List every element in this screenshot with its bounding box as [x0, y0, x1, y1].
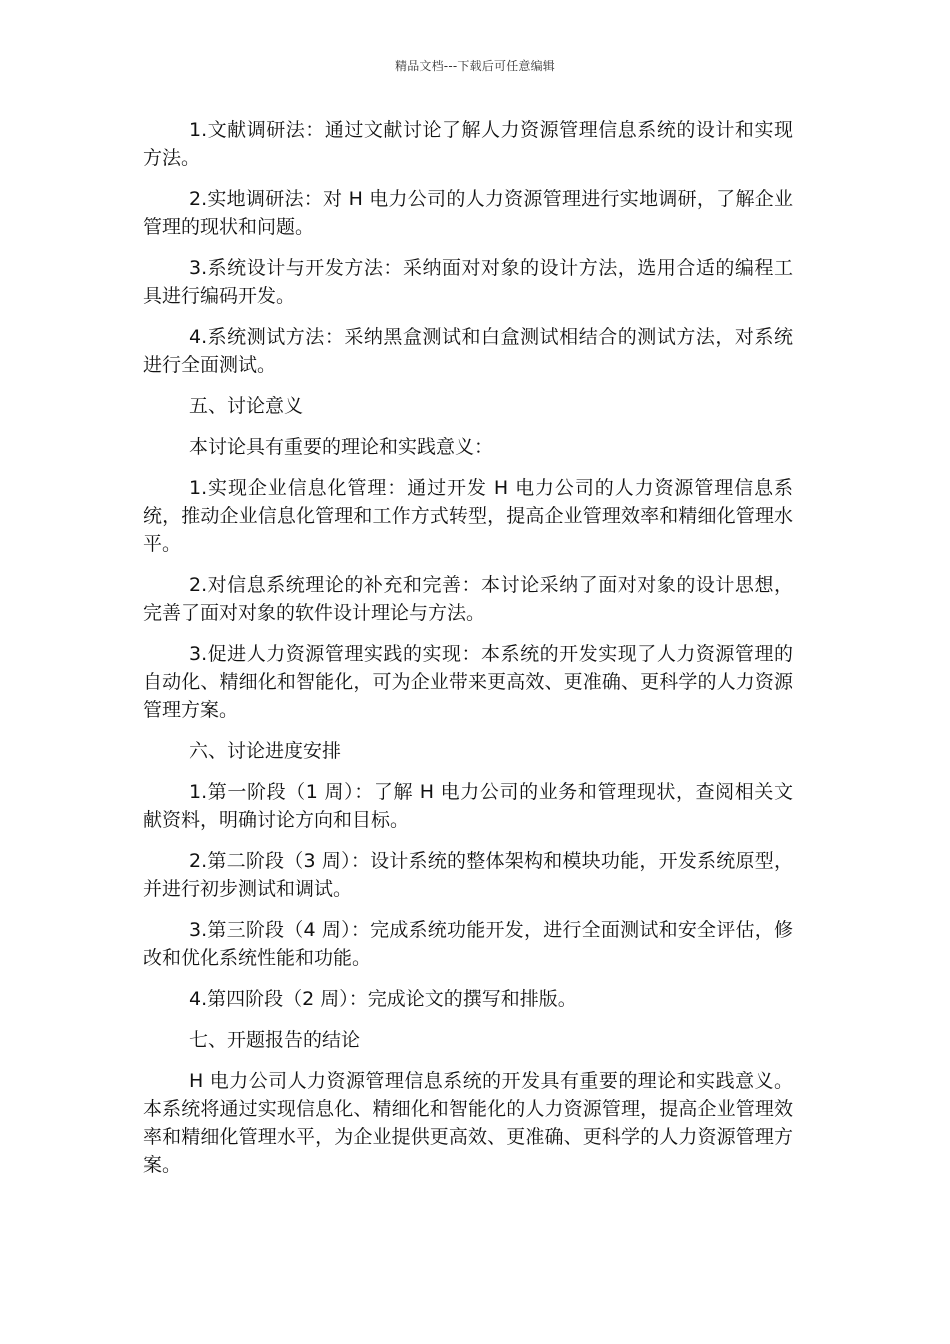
- significance-item-1: 1.实现企业信息化管理：通过开发 H 电力公司的人力资源管理信息系统，推动企业信息化管理和工作方式转型，提高企业管理效率和精细化管理水平。: [143, 477, 793, 555]
- schedule-stage-2: 2.第二阶段（3 周）：设计系统的整体架构和模块功能，开发系统原型，并进行初步测试和调试。: [143, 850, 793, 900]
- significance-intro-paragraph: 本讨论具有重要的理论和实践意义：: [189, 436, 494, 458]
- method-field-research-paragraph: 2.实地调研法：对 H 电力公司的人力资源管理进行实地调研，了解企业管理的现状和问题。: [143, 188, 793, 238]
- section-heading-conclusion: 七、开题报告的结论: [189, 1029, 361, 1051]
- method-literature-paragraph: 1.文献调研法：通过文献讨论了解人力资源管理信息系统的设计和实现方法。: [143, 119, 793, 169]
- schedule-stage-3: 3.第三阶段（4 周）：完成系统功能开发，进行全面测试和安全评估，修改和优化系统性能和功能。: [143, 919, 793, 969]
- significance-item-2: 2.对信息系统理论的补充和完善：本讨论采纳了面对对象的设计思想，完善了面对对象的软件设计理论与方法。: [143, 574, 793, 624]
- schedule-stage-1: 1.第一阶段（1 周）：了解 H 电力公司的业务和管理现状，查阅相关文献资料，明确讨论方向和目标。: [143, 781, 793, 831]
- schedule-stage-4: 4.第四阶段（2 周）：完成论文的撰写和排版。: [189, 988, 577, 1010]
- page-header: 精品文档---下载后可任意编辑: [395, 59, 555, 73]
- document-body: [143, 116, 793, 1192]
- conclusion-paragraph: H 电力公司人力资源管理信息系统的开发具有重要的理论和实践意义。本系统将通过实现信息化、精细化和智能化的人力资源管理，提高企业管理效率和精细化管理水平，为企业提供更高效、更准确、更科学的人力资源管理方案。: [143, 1070, 793, 1176]
- significance-item-3: 3.促进人力资源管理实践的实现：本系统的开发实现了人力资源管理的自动化、精细化和智能化，可为企业带来更高效、更准确、更科学的人力资源管理方案。: [143, 643, 793, 721]
- section-heading-schedule: 六、讨论进度安排: [189, 740, 342, 762]
- method-testing-paragraph: 4.系统测试方法：采纳黑盒测试和白盒测试相结合的测试方法，对系统进行全面测试。: [143, 326, 793, 376]
- section-heading-significance: 五、讨论意义: [189, 395, 304, 417]
- method-design-paragraph: 3.系统设计与开发方法：采纳面对对象的设计方法，选用合适的编程工具进行编码开发。: [143, 257, 793, 307]
